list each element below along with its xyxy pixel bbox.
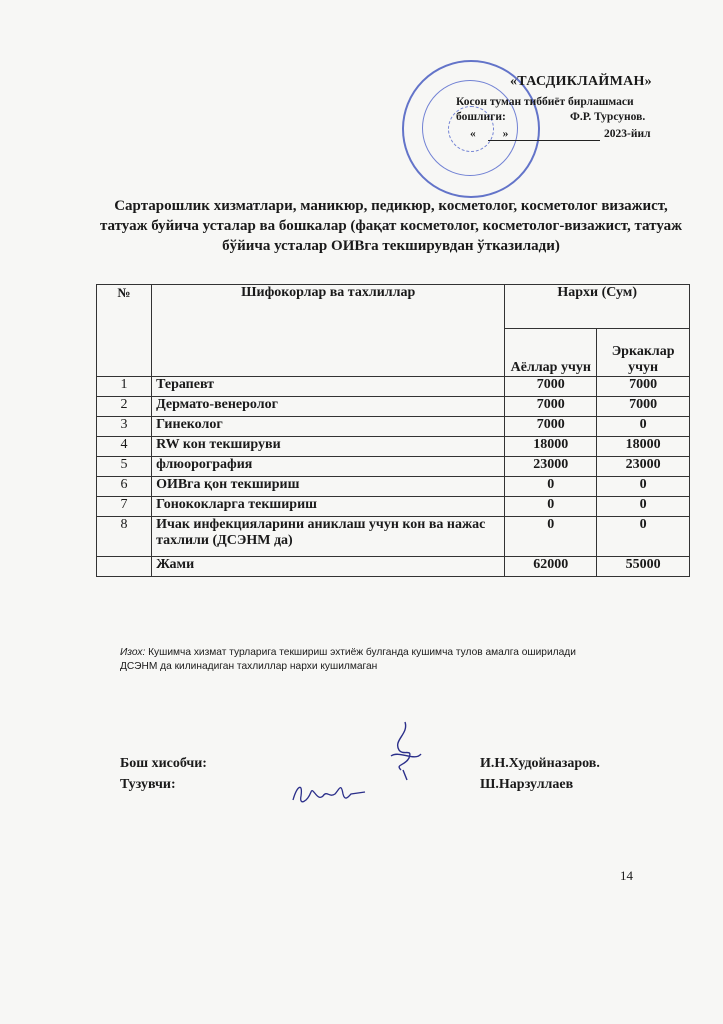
note-label: Изох:: [120, 647, 146, 658]
chief-label: Бош хисобчи:: [120, 756, 207, 771]
note-line-1: [120, 646, 700, 660]
header-men: Эркаклар учун: [597, 329, 690, 377]
row-women-price: 7000: [505, 377, 597, 397]
table-row: [97, 457, 690, 477]
row-name: Терапевт: [152, 377, 505, 397]
row-men-price: 23000: [597, 457, 690, 477]
note: [120, 646, 700, 674]
date-blank-line: [488, 140, 600, 141]
row-women-price: 0: [505, 477, 597, 497]
total-men: 55000: [597, 557, 690, 577]
row-men-price: 18000: [597, 437, 690, 457]
table-row: [97, 497, 690, 517]
approval-name: Ф.Р. Турсунов.: [570, 111, 646, 123]
header-women: Аёллар учун: [505, 329, 597, 377]
row-men-price: 0: [597, 417, 690, 437]
row-men-price: 0: [597, 477, 690, 497]
table-body: [97, 377, 690, 557]
row-number: 4: [97, 437, 152, 457]
document-title: Сартарошлик хизматлари, маникюр, педикюр, косметолог, косметолог визажист, татуаж буйича усталар ва бошкалар (фақат косметолог, косметолог-визажист, татуаж бўйича усталар ОИВга текширувдан ўтказилади): [99, 198, 683, 254]
table-row: [97, 377, 690, 397]
row-name: Ичак инфекцияларини аниклаш учун кон ва нажас тахлили (ДСЭНМ да): [152, 517, 505, 557]
table-header-row: [97, 285, 690, 329]
compiler-signature: [289, 772, 367, 812]
row-number: 5: [97, 457, 152, 477]
row-name: Гонококларга текшириш: [152, 497, 505, 517]
row-women-price: 7000: [505, 397, 597, 417]
row-name: Гинеколог: [152, 417, 505, 437]
row-women-price: 0: [505, 517, 597, 557]
table-row: [97, 477, 690, 497]
compiler-name: Ш.Нарзуллаев: [480, 777, 574, 792]
row-name: флюорография: [152, 457, 505, 477]
row-number: 2: [97, 397, 152, 417]
approval-date: [470, 128, 690, 140]
chief-name: И.Н.Худойназаров.: [480, 756, 600, 771]
row-women-price: 7000: [505, 417, 597, 437]
approval-role: бошлиги:: [456, 111, 506, 123]
row-women-price: 0: [505, 497, 597, 517]
row-men-price: 7000: [597, 397, 690, 417]
header-name: Шифокорлар ва тахлиллар: [152, 285, 505, 377]
row-women-price: 23000: [505, 457, 597, 477]
total-women: 62000: [505, 557, 597, 577]
total-label: Жами: [152, 557, 505, 577]
price-table: [96, 284, 690, 577]
header-number: №: [97, 285, 152, 377]
approval-title: «ТАСДИКЛАЙМАН»: [510, 74, 652, 89]
row-men-price: 0: [597, 517, 690, 557]
row-number: 6: [97, 477, 152, 497]
row-women-price: 18000: [505, 437, 597, 457]
row-men-price: 0: [597, 497, 690, 517]
page-number: 14: [620, 868, 633, 883]
note-text-2: ДСЭНМ да килинадиган тахлиллар нархи кушилмаган: [120, 661, 378, 672]
row-men-price: 7000: [597, 377, 690, 397]
row-name: RW кон текшируви: [152, 437, 505, 457]
compiler-label: Тузувчи:: [120, 777, 176, 792]
date-open-quote: «: [470, 128, 476, 140]
note-text-1: Кушимча хизмат турларига текшириш эхтиёж булганда кушимча тулов амалга оширилади: [148, 647, 576, 658]
total-number-cell: [97, 557, 152, 577]
row-name: Дермато-венеролог: [152, 397, 505, 417]
table-total-row: [97, 557, 690, 577]
table-row: [97, 417, 690, 437]
table-row: [97, 397, 690, 417]
header-price: Нархи (Сум): [505, 285, 690, 329]
row-number: 7: [97, 497, 152, 517]
approval-year: 2023-йил: [604, 128, 651, 140]
table-row: [97, 437, 690, 457]
approval-organization: Косон туман тиббиёт бирлашмаси: [456, 96, 634, 108]
table-row: [97, 517, 690, 557]
date-close-quote: »: [502, 128, 509, 140]
row-number: 8: [97, 517, 152, 557]
row-name: ОИВга қон текшириш: [152, 477, 505, 497]
row-number: 3: [97, 417, 152, 437]
chief-signature: [385, 720, 425, 782]
row-number: 1: [97, 377, 152, 397]
